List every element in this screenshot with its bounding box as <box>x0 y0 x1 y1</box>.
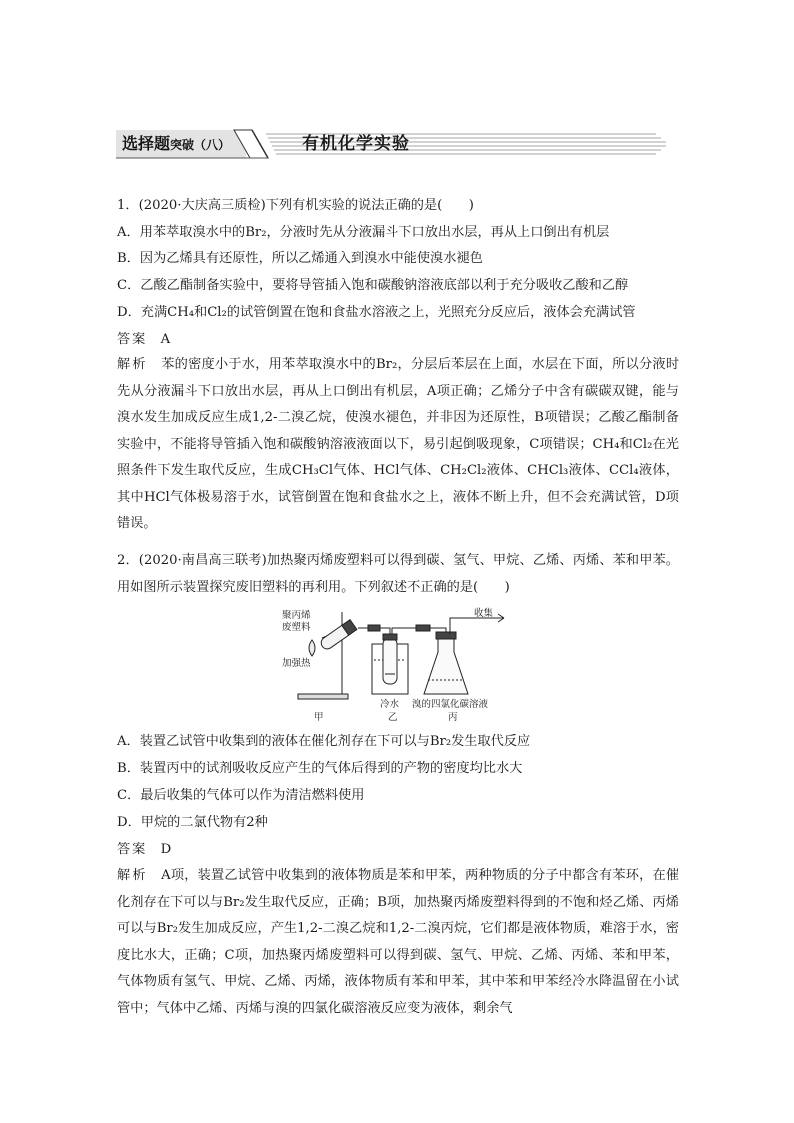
label-heat: 加强热 <box>282 658 311 669</box>
q2-option-b: B．装置丙中的试剂吸收反应产生的气体后得到的产物的密度均比水大 <box>117 761 523 776</box>
q2-answer <box>117 841 171 859</box>
banner-title: 有机化学实验 <box>302 134 410 154</box>
label-plastic-2: 废塑料 <box>282 622 311 633</box>
q2-option-c: C．最后收集的气体可以作为清洁燃料使用 <box>117 788 365 803</box>
label-jia: 甲 <box>314 712 324 723</box>
label-cold-water: 冷水 <box>380 699 400 710</box>
label-bromine: 溴的四氯化碳溶液 <box>412 699 489 710</box>
q2-analysis-text: A项，装置乙试管中收集到的液体物质是苯和甲苯，两种物质的分子中都含有苯环，在催化剂存在下可以与Br₂发生取代反应，正确；B项，加热聚丙烯废塑料得到的不饱和烃乙烯、丙烯可以与Br₂发生加成反应，产生1,2-二溴乙烷和1,2-二溴丙烷，它们都是液体物质，难溶于水，密度比水大，正确；C项，加热聚丙烯废塑料可以得到碳、氢气、甲烷、乙烯、丙烯、苯和甲苯，气体物质有氢气、甲烷、乙烯、丙烯，液体物质有苯和甲苯，其中苯和甲苯经冷水降温留在小试管中；气体中乙烯、丙烯与溴的四氯化碳溶液反应变为液体，剩余气 <box>117 868 680 1016</box>
q2-analysis <box>117 863 679 1022</box>
banner-tab <box>116 130 238 158</box>
q1-analysis-text: 苯的密度小于水，用苯萃取溴水中的Br₂，分层后苯层在上面，水层在下面，所以分液时先从分液漏斗下口放出水层，再从上口倒出有机层，A项正确；乙烯分子中含有碳碳双键，能与溴水发生加成反应生成1,2-二溴乙烷，使溴水褪色，并非因为还原性，B项错误；乙酸乙酯制备实验中，不能将导管插入饱和碳酸钠溶液液面以下，易引起倒吸现象，C项错误；CH₄和Cl₂在光照条件下发生取代反应，生成CH₃Cl气体、HCl气体、CH₂Cl₂液体、CHCl₃液体、CCl₄液体，其中HCl气体极易溶于水，试管倒置在饱和食盐水之上，液体不断上升，但不会充满试管，D项错误。 <box>117 357 680 531</box>
q2-analysis-label: 解析 <box>117 868 148 883</box>
q1-option-b: B．因为乙烯具有还原性，所以乙烯通入到溴水中能使溴水褪色 <box>117 251 483 266</box>
apparatus-figure <box>276 608 516 726</box>
q1-option-a: A．用苯萃取溴水中的Br₂，分液时先从分液漏斗下口放出水层，再从上口倒出有机层 <box>117 225 610 240</box>
label-bing: 丙 <box>448 712 458 723</box>
label-plastic-1: 聚丙烯 <box>282 610 311 621</box>
q2-answer-value: D <box>160 842 172 857</box>
banner-tab-num: （八） <box>194 138 231 152</box>
q1-analysis <box>117 352 679 538</box>
banner-tab-main: 选择题 <box>122 134 171 153</box>
q1-option-c: C．乙酸乙酯制备实验中，要将导管插入饱和碳酸钠溶液底部以利于充分吸收乙酸和乙醇 <box>117 278 629 293</box>
q2-option-d: D．甲烷的二氯代物有2种 <box>117 815 268 830</box>
label-yi: 乙 <box>388 712 398 723</box>
q2-option-a: A．装置乙试管中收集到的液体在催化剂存在下可以与Br₂发生取代反应 <box>117 734 531 749</box>
q2-answer-label: 答案 <box>117 842 148 857</box>
q1-option-d: D．充满CH₄和Cl₂的试管倒置在饱和食盐水溶液之上，光照充分反应后，液体会充满试管 <box>117 305 636 320</box>
q1-answer <box>117 331 170 349</box>
q1-answer-value: A <box>160 332 171 347</box>
q1-answer-label: 答案 <box>117 332 148 347</box>
section-banner <box>116 122 676 166</box>
q1-stem: 1．(2020·大庆高三质检)下列有机实验的说法正确的是( ) <box>117 198 474 213</box>
banner-tab-sub: 突破 <box>170 138 195 152</box>
label-collect: 收集 <box>474 608 494 619</box>
q2-stem: 2．(2020·南昌高三联考)加热聚丙烯废塑料可以得到碳、氢气、甲烷、乙烯、丙烯、苯和甲苯。用如图所示装置探究废旧塑料的再利用。下列叙述不正确的是( ) <box>117 553 679 595</box>
q1-analysis-label: 解析 <box>117 357 148 372</box>
